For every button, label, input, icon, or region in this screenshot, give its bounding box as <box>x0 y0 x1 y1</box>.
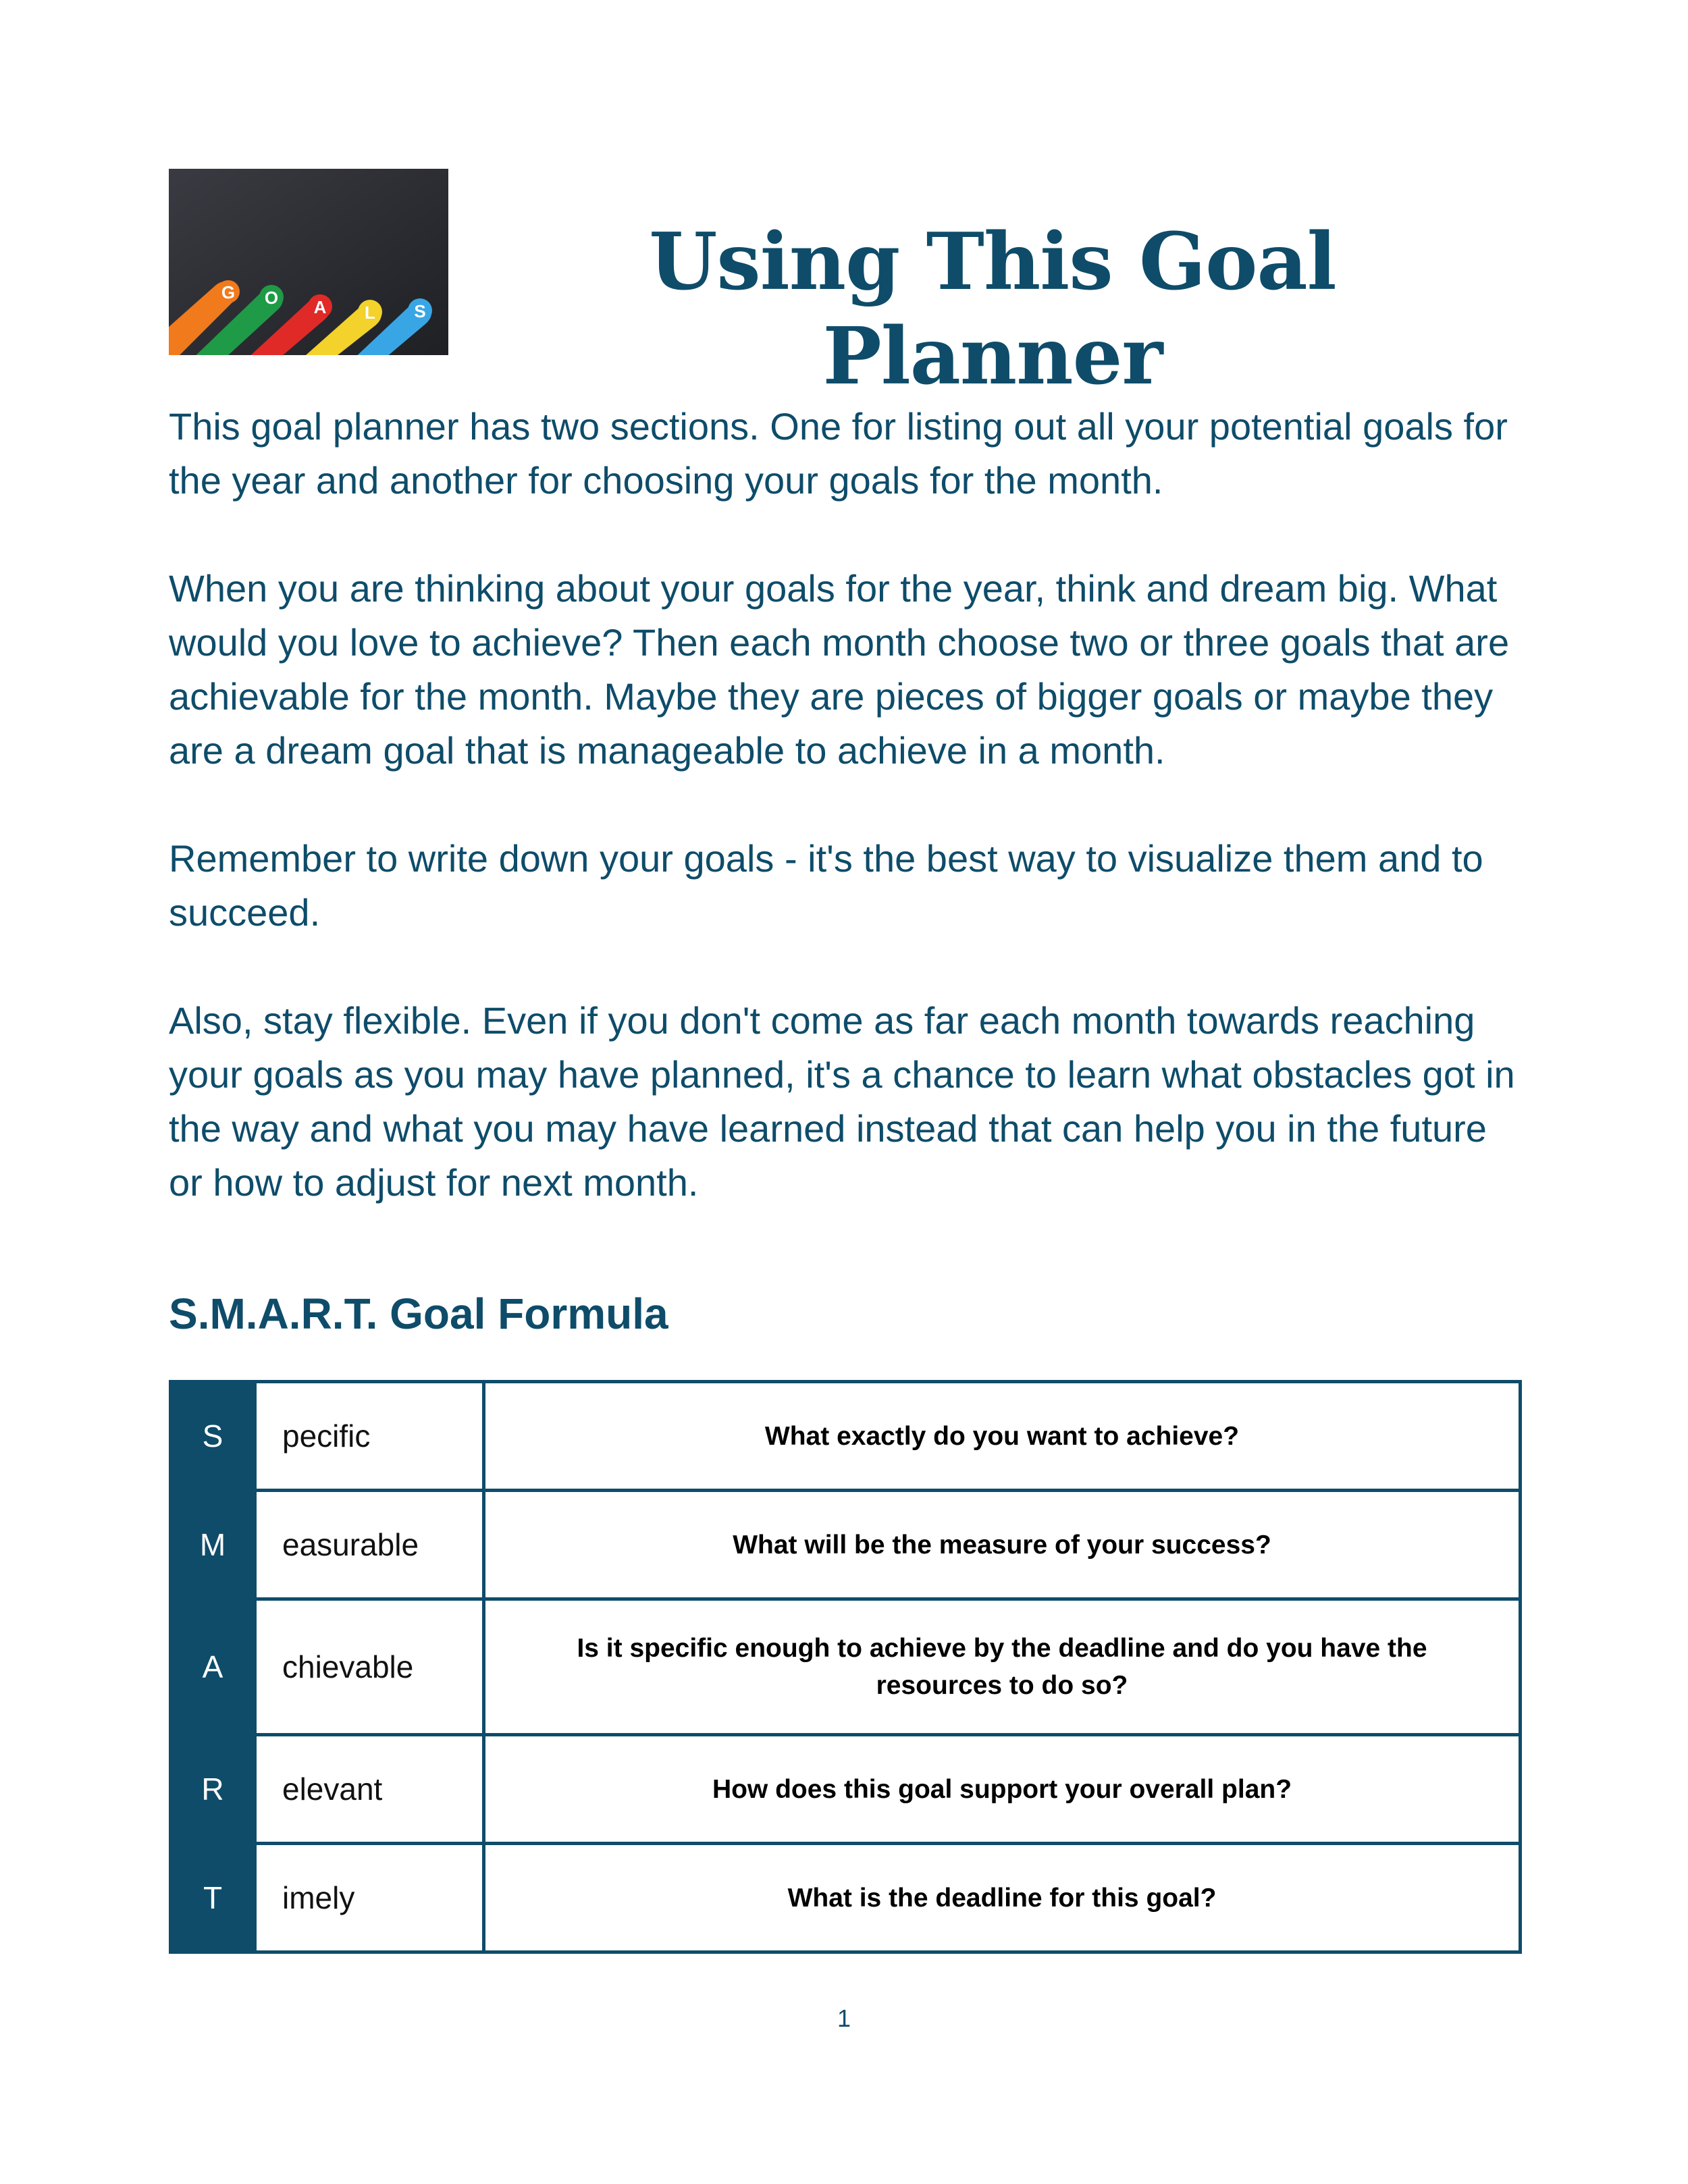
smart-question: What is the deadline for this goal? <box>484 1844 1521 1952</box>
smart-word: chievable <box>255 1599 484 1735</box>
smart-row-measurable <box>171 1491 1521 1599</box>
smart-letter: S <box>171 1382 255 1491</box>
image-letter-g: G <box>221 282 236 302</box>
image-letter-s: S <box>414 301 426 321</box>
smart-word: imely <box>255 1844 484 1952</box>
flexibility-paragraph: Also, stay flexible. Even if you don't come as far each month towards reaching your goals as you may have planned, it's a chance to learn what obstacles got in the way and what you may have learned instead that can help you in the future or how to adjust for next month. <box>169 999 1515 1204</box>
smart-letter: T <box>171 1844 255 1952</box>
smart-word: pecific <box>255 1382 484 1491</box>
smart-question: Is it specific enough to achieve by the deadline and do you have the resources to do so? <box>484 1599 1521 1735</box>
smart-word: easurable <box>255 1491 484 1599</box>
image-letter-l: L <box>365 302 375 323</box>
smart-row-specific <box>171 1382 1521 1491</box>
page-title: Using This Goal Planner <box>649 216 1336 402</box>
smart-word: elevant <box>255 1735 484 1844</box>
smart-table <box>169 1380 1522 1954</box>
smart-heading: S.M.A.R.T. Goal Formula <box>169 1289 668 1338</box>
smart-question: What will be the measure of your success? <box>484 1491 1521 1599</box>
smart-row-achievable <box>171 1599 1521 1735</box>
smart-letter: M <box>171 1491 255 1599</box>
smart-row-timely <box>171 1844 1521 1952</box>
goals-sticks-illustration <box>169 169 448 355</box>
image-letter-a: A <box>313 297 327 317</box>
page-number: 1 <box>837 2004 851 2032</box>
goals-sticks-image <box>169 169 448 355</box>
smart-question: How does this goal support your overall plan? <box>484 1735 1521 1844</box>
write-down-paragraph: Remember to write down your goals - it's the best way to visualize them and to succeed. <box>169 837 1483 934</box>
smart-row-relevant <box>171 1735 1521 1844</box>
smart-question: What exactly do you want to achieve? <box>484 1382 1521 1491</box>
smart-letter: A <box>171 1599 255 1735</box>
smart-letter: R <box>171 1735 255 1844</box>
yearly-goals-paragraph: When you are thinking about your goals for the year, think and dream big. What would you love to achieve? Then each month choose two or three goals that are achievable for the month. Maybe they are pieces of bigger goals or maybe they are a dream goal that is manageable to achieve in a month. <box>169 567 1510 772</box>
image-letter-o: O <box>264 288 279 308</box>
intro-paragraph: This goal planner has two sections. One for listing out all your potential goals for the year and another for choosing your goals for the month. <box>169 405 1508 502</box>
